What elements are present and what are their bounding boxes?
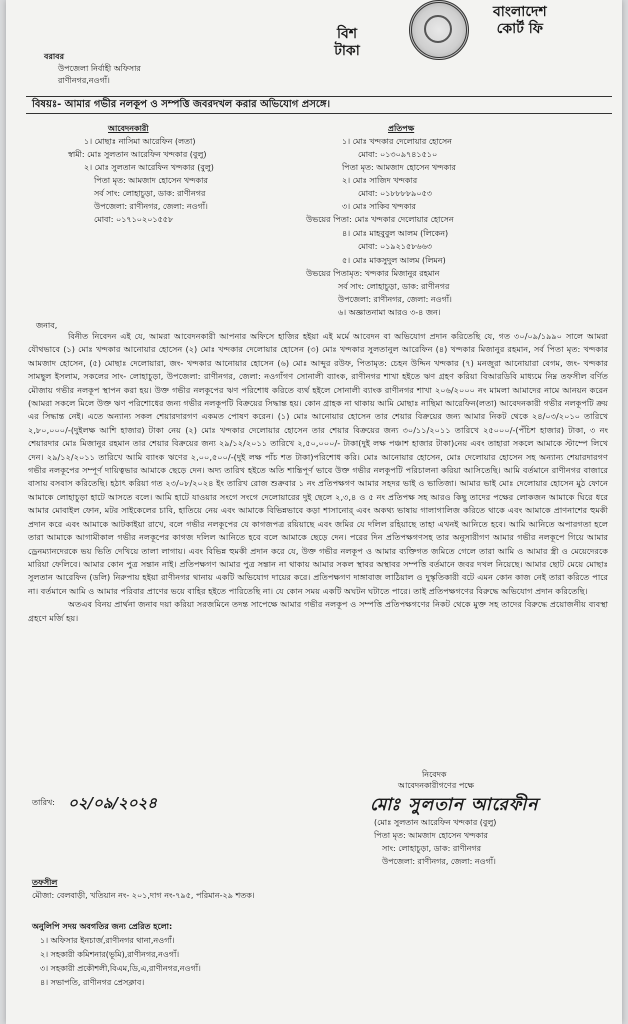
signature: মোঃ সুলতান আরেফীন	[370, 795, 539, 815]
opponent-line: উভয়ের পিতামৃত: খন্দকার মিজানুর রহমান	[306, 269, 440, 278]
opponent-line: মোবা: ০১৮৮৮৮৯০৫৩	[358, 189, 432, 198]
opponent-line: মোবা: ০১৯২১৫৮৬৬৩	[358, 242, 432, 251]
opponents-heading: প্রতিপক্ষ	[388, 124, 415, 133]
subject-line: বিষয়ঃ- আমার গভীর নলকূপ ও সম্পত্তি জবরদখল করার অভিযোগ প্রসঙ্গে।	[26, 96, 612, 114]
copy-item: ২। সহকারী কমিশনার(ভূমি),রাণীনগর,নওগাঁ।	[40, 950, 180, 959]
copy-item: ৩। সহকারী প্রকৌশলী,বিএম,ডি,এ,রাণীনগর,নওগাঁ।	[40, 964, 201, 973]
opponent-line: ৫। মোঃ মাকসুদুল আলম (লিমন)	[342, 256, 446, 265]
closing-heading: নিবেদক	[422, 770, 447, 779]
applicant-line: স্বামী: মোঃ সুলতান আরেফিন খন্দকার (বুলু)	[68, 150, 207, 159]
opponent-line: সর্ব সাং: লোহাচুড়া, ডাক: রাণীনগর	[338, 282, 450, 291]
court-fee-stamp	[291, 0, 621, 66]
applicant-line: পিতা মৃত: আমজাদ হোসেন খন্দকার	[94, 176, 208, 185]
stamp-country	[493, 4, 547, 38]
date-label: তারিখ:	[32, 798, 55, 807]
stamp-country-name: বাংলাদেশ	[493, 4, 547, 20]
date-value: ০২/০৯/২০২৪	[68, 794, 157, 812]
schedule-text: মৌজা: বেলবাড়ী, খতিয়ান নং- ২০১,দাগ নং-৭৯৫, পরিমান-২৯ শতক।	[32, 891, 255, 900]
applicant-line: ১। মোছাঃ নাসিমা আরেফিন (লতা)	[84, 137, 196, 146]
applicant-mobile: মোবা: ০১৭১০২০১৫৫৮	[94, 215, 174, 224]
body-paragraph: বিনীত নিবেদন এই যে, আমরা আবেদনকারী আপনার অফিসে হাজির হইয়া এই মর্মে আবেদন বা অভিযোগ প্রদান করিতেছি যে, গত ৩০/০৯/১৯৯০ সালে আমরা যৌথভাবে (১) মোঃ খন্দকার আনোয়ার হোসেন (২) মোঃ খন্দকার দেলোয়ার হোসেন (৩) মোঃ খন্দকার সুলতানুল আরেফিন (৪) খন্দকার মিজানুর রহমান, সর্ব পিতা মৃত: খন্দকার আমজাদ হোসেন, (৫) মোছাঃ দেলোয়ারা, জং- খন্দকার আনোয়ার হোসেন (৬) মোঃ আব্দুর রউফ, পিতামৃত: চেহন উদ্দিন খন্দকার (৭) মনজুরা আনোয়ারা বেগম, জং- খন্দকার সামছুল ইসলাম, সকলের সাং- লোহাচুড়া, উপজেলা: রাণীনগর, জেলা: নওগাঁগণ সোনালী ব্যাংক, রাণীনগর শাখা হইতে ঋণ গ্রহণ করিয়া বিআরডিবি মাধ্যমে নিম্ন তফসীল বর্ণিত মৌজায় গভীর নলকূপ স্থাপন করা হয়। উক্ত গভীর নলকূপের ঋণ পরিশোধ করিতে ব্যর্থ হইলে সোনালী ব্যাংক রাণীনগর শাখা ২০৬/২০০০ নং মামলা আমাদের নামে আনয়ন করেন (আমরা সকলে মিলে উক্ত ঋণ পরিশোধের জন্য গভীর নলকূপটি বিক্রয়ের সিদ্ধান্ত হয়। কোন গ্রাহক না থাকায় আমি মোছাঃ নাছিমা আরেফিন(লতা) আবেদনকারী গভীর নলকূপটি ক্রয় এর সিদ্ধান্ত নেই। এতে অন্যান্য সকল শেয়ারদারগণ একমত পোষণ করেন। (১) মোঃ আনোয়ার হোসেন তার শেয়ার বিক্রয়ের জন্য আমার নিকট থেকে ২৪/০৩/২০১০ তারিখে ২,৮০,০০০/-(দুইলক্ষ আশি হাজার) টাকা নেয় (২) মোঃ খন্দকার দেলোয়ার হোসেন তার শেয়ার বিক্রয়ের জন্য ৩০/১১/২০১১ তারিখে ২৫০০০/-(পঁচিশ হাজার) টাকা, ৩ নং শেয়ারদার মোঃ মিজানুর রহমান তার শেয়ার বিক্রয়ের জন্য ২৯/১২/২০১১ তারিখে ২,৫০,০০০/- টাকা(দুই লক্ষ পঞ্চাশ হাজার টাকা)নেয় এবং তাহারা সকলে আমাকে স্টাম্পে লিখে দেন। ২৯/১২/২০১১ তারিখে আমি ব্যাংক ঋণের ২,০০,৫০০/-(দুই লক্ষ পাঁচ শত টাকা)পরিশোধ করি। মোঃ আনোয়ার হোসেন, মোঃ দেলোয়ার হোসেন সহ অন্যান্য শেয়ারদারগণ গভীর নলকূপের সম্পূর্ণ দায়িত্বভার আমাকে ছেড়ে দেন। অদ্য তারিখ হইতে অতি শান্তিপূর্ণ ভাবে উক্ত গভীর নলকূপটি পরিচালনা করিয়া আসিতেছি। আমি বর্তমানে রাণীনগর বাজারে বাসায় বসবাস করিতেছি। হঠাৎ করিয়া গত ২৩/০৮/২০২৪ ইং তারিখ রোজ শুক্রবার ১ নং প্রতিপক্ষগণ আমার সহদর ভাই ও ভাতিজা। আমার ভাই মোঃ দেলোয়ার হোসেন মুঠ ফোনে আমাকে লোহাচুড়া হাটে আসতে বলে। আমি হাটে যাওয়ার সংগে সংগে দেলোয়ারের দুই ছেলে ২,৩,৪ ও ৫ নং প্রতিপক্ষ সহ আরও কিছু তাদের পক্ষের লোকজন আমাকে ঘিরে ধরে আমার মোবাইল ফোন, মটর সাইকেলের চাবি, হাতিয়ে নেয় এবং আমাকে বিভিন্নভাবে কড়া শাসানোর্ এবং অকথ্য ভাষায় গালাগালিজ করিতে থাকে এবং আমাকে প্রাণনাশের হুমকী প্রদান করে এবং আমাকে আটকাইয়া রাখে, বলে গভীর নলকূপের যে কাগজপত্র রয়িয়াছে এবং জমির যে দলিল রহিয়াছে তাহা এখনই আনিতে হবে। আমি আনিতে অপারগতা হলে তারা আমাকে আগামীকাল গভীর নলকূপের কাগজ দলিল আনিতে হবে বলে আমাকে ছেড়ে দেন। পরের দিন প্রতিপক্ষগণসহ তার অনুসারীগণ আমার গভীর নলকূপে গিয়ে আমার ড্রেনম্যানদেরকে ভয় ভিতি দেখিয়ে তালা লাগায়। এবং বিভিন্ন হুমকী প্রদান করে যে, উক্ত গভীর নলকূপ ও আমার ব্যক্তিগত জমিতে গেলে তারা আমি ও আমার স্ত্রী ও মেয়েদেরকে মারিয়া ফেলিবে। আমার কোন পুত্র সন্তান নাই। প্রতিপক্ষগণ আমার পুত্র সন্তান না থাকায় আমার সকল স্থাবর অস্থাবর সম্পত্তি বর্তমানে জবর দখল নিয়েছে। আমার ছোট মেয়ে মোছাঃ সুলতান আরেফিন (ডলি) নিরুপায় হইয়া রাণীনগর থানায় একটি অভিযোগ দায়ের করে। প্রতিপক্ষগণ দাঙ্গাবাজ লাঠিয়াল ও দুস্কৃতিকারী বটে এমন কোন কাজ নেই তারা করিতে পারে না। বর্তমানে আমি ও আমার পরিবার প্রাণের ভয়ে বাহির হইতে পারিতেছি না। যে কোন সময় একটি অঘটন ঘটাতে পারে। তাই প্রতিপক্ষগণের বিরুদ্ধে অভিযোগ প্রদান করিতেছি।	[28, 331, 608, 596]
applicant-line: উপজেলা: রাণীনগর, জেলা: নওগাঁ।	[94, 202, 208, 211]
copy-item: ৪। সভাপতি, রাণীনগর প্রেসক্লাব।	[40, 978, 145, 987]
opponent-line: ২। মোঃ সাজিদ খন্দকার	[342, 176, 418, 185]
opponent-line: ১। মোঃ খন্দকার দেলোয়ার হোসেন	[342, 137, 452, 146]
closing-on-behalf: আবেদনকারীগণের পক্ষে	[398, 781, 474, 790]
copies-heading: অনুলিপি সদয় অবগতির জন্য প্রেরিত হলো:	[32, 922, 173, 931]
opponent-line: উভয়ের পিতা: মোঃ খন্দকার দেলোয়ার হোসেন	[306, 215, 454, 224]
closing-line: সাং: লোহাচুড়া, ডাক: রাণীনগর	[382, 844, 482, 853]
stamp-denomination: বিশ টাকা	[334, 26, 360, 59]
opponent-line: ৬। অজ্ঞাতনামা আরও ৩-৪ জন।	[338, 308, 441, 317]
closing-line: (মোঃ সুলতান আরেফিন খন্দকার (বুলু)	[374, 818, 497, 827]
opponent-line: ৩। মোঃ সাকিব খন্দকার	[342, 202, 416, 211]
stamp-label: কোর্ট ফি	[496, 21, 543, 37]
recipient-line1: উপজেলা নির্বাহী অফিসার	[58, 64, 141, 73]
document-page	[6, 0, 622, 1024]
copy-item: ১। অফিসার ইনচার্জ,রাণীনগর থানা,নওগাঁ।	[40, 936, 175, 945]
applicant-line: ২। মোঃ সুলতান আরেফিন খন্দকার (বুলু)	[84, 163, 214, 172]
letter-body	[28, 330, 608, 625]
opponent-line: পিতা মৃত: আমজাদ হোসেন খন্দকার	[342, 163, 456, 172]
salutation: জনাব,	[36, 321, 58, 330]
recipient-line2: রাণীনগর,নওগাঁ।	[58, 76, 110, 85]
government-seal-icon	[409, 0, 469, 60]
opponent-line: ৪। মোঃ মাহবুবুল আলম (লিকেন)	[342, 229, 449, 238]
body-paragraph: অতএব বিনয় প্রার্থনা জনাব দয়া করিয়া সরজমিনে তদন্ত সাপেক্ষে আমার গভীর নলকূপ ও সম্পত্তি প্রতিপক্ষগণের নিকট থেকে মুক্ত সহ তাদের বিরুদ্ধে প্রয়োজনীয় ব্যবস্থা গ্রহণে মর্জি হয়।	[28, 599, 608, 623]
opponent-line: মোবা: ০১৩০৯৭৪১৫১০	[358, 150, 438, 159]
applicant-line: সর্ব সাং: লোহাচুড়া, ডাক: রাণীনগর	[94, 189, 206, 198]
applicant-heading: আবেদনকারী	[108, 124, 149, 133]
closing-line: পিতা মৃত: আমজাদ হোসেন খন্দকার	[374, 831, 488, 840]
opponent-line: উপজেলা: রাণীনগর, জেলা: নওগাঁ।	[338, 295, 452, 304]
schedule-heading: তফসীল	[32, 878, 58, 887]
closing-line: উপজেলা: রাণীনগর, জেলা: নওগাঁ।	[382, 857, 496, 866]
recipient-to: বরাবর	[44, 52, 65, 61]
